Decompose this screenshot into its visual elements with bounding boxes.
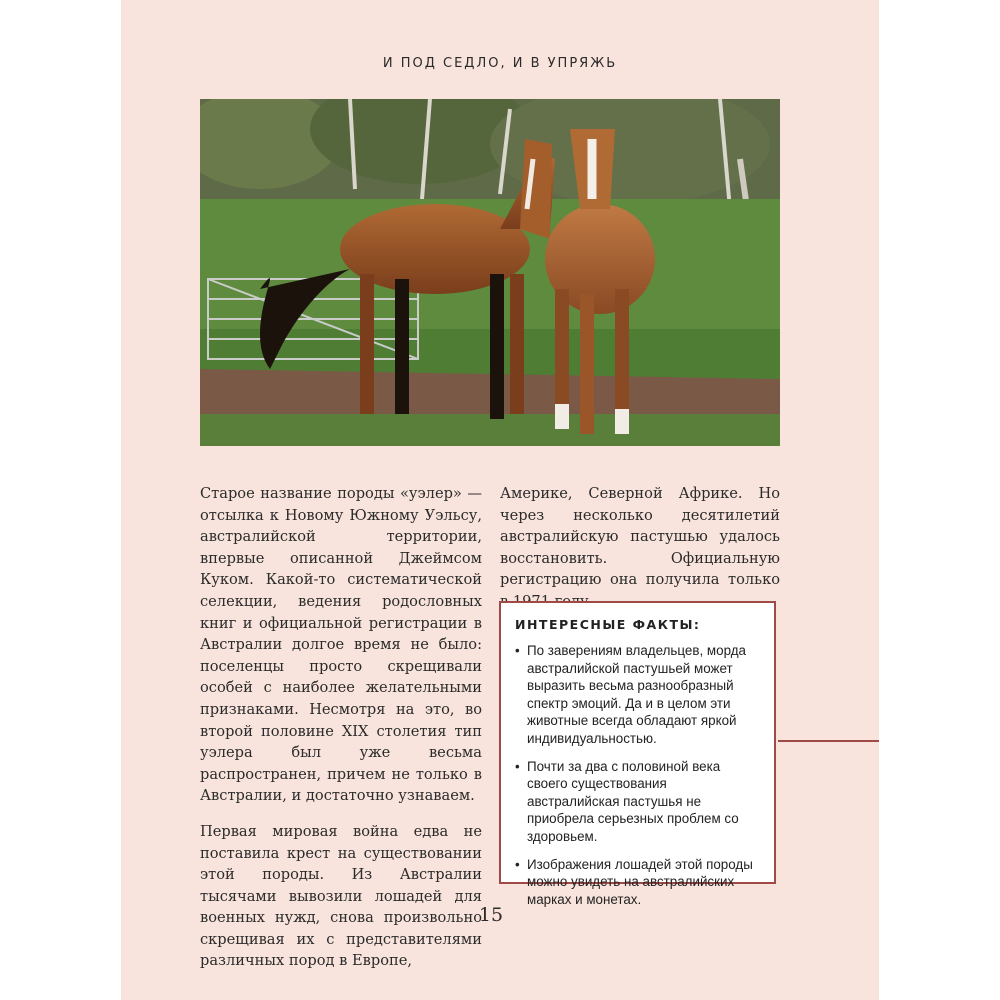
facts-list [515,642,760,908]
horses-photo [200,99,780,446]
bullet-icon: • [515,758,520,774]
fact-item [515,758,760,846]
book-page [121,0,879,1000]
paragraph: Америке, Северной Африке. Но через несколько десятилетий австралийскую пастушью удалось восстановить. Официальную регистрацию она получила только [500,485,780,589]
page-number: 15 [478,904,504,926]
paragraph: Первая мировая война едва не поставила крест на существовании этой породы. Из Австралии тысячами вывозили лошадей для военных нужд, снова произвольно скрещивая их с представителями различных пород в Европе, [200,822,482,970]
fact-text: Изображения лошадей этой породы можно увидеть на австралийских марках и монетах. [527,856,753,907]
factbox-title: ИНТЕРЕСНЫЕ ФАКТЫ: [515,617,701,632]
accent-rule [778,740,879,742]
fact-text: По заверениям владельцев, морда австралийской пастушьей может выразить весьма разнообразный спектр эмоций. Да и в целом эти животные всегда обладают яркой индивидуальностью. [527,643,746,746]
fact-text: Почти за два с половиной века своего существования австралийская пастушья не приобрела серьезных проблем со здоровьем. [527,758,739,844]
bullet-icon: • [515,643,520,658]
interesting-facts-box [499,601,776,907]
fact-item [515,642,760,748]
fact-item [515,856,760,909]
bullet-icon: • [515,856,520,872]
paragraph: Старое название породы «уэлер» — отсылка к Новому Южному Уэльсу, австралийской территории, впервые описанной Джеймсом Куком. Какой-то систематической селекции, ведения родословных книг и официальной регистрации в Австралии долгое время не было: поселенцы просто скрещивали особей с наиболее желательными признаками. Несмотря на это, во второй половине XIX столетия тип уэлера был уже весьма распространен, причем не только в Австралии, и достаточно узнаваем. [200,485,482,805]
running-head: И ПОД СЕДЛО, И В УПРЯЖЬ [382,56,618,71]
